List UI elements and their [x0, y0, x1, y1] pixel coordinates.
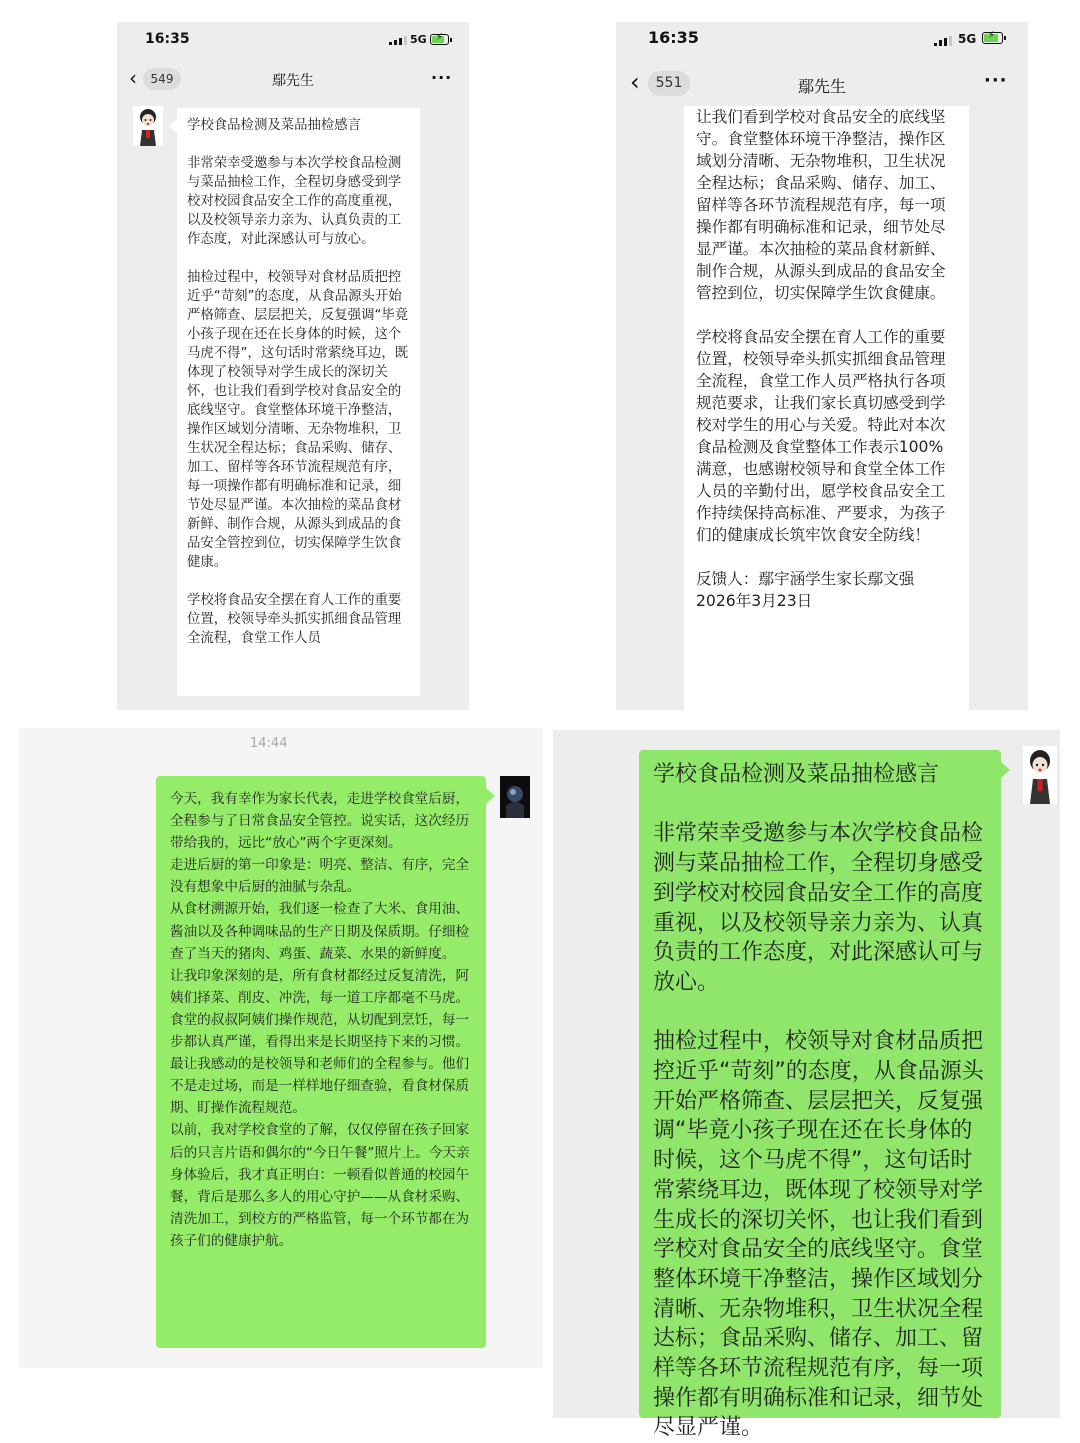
signal-icon: [934, 35, 952, 46]
signal-icon: [389, 35, 407, 45]
battery-icon: ⚡: [430, 34, 449, 45]
chat-title: 鄢先生: [272, 73, 314, 89]
message-bubble[interactable]: 今天，我有幸作为家长代表，走进学校食堂后厨，全程参与了日常食品安全管控。说实话，这次经历带给我的，远比“放心”两个字更深刻。 走进后厨的第一印象是：明亮、整洁、有序，完全没有想象中后厨的油腻与杂乱。 从食材溯源开始，我们逐一检查了大米、食用油、酱油以及各种调味品的生产日期及保质期。仔细检查了当天的猪肉、鸡蛋、蔬菜、水果的新鲜度。 让我印象深刻的是，所有食材都经过反复清洗，阿姨们择菜、削皮、冲洗，每一道工序都毫不马虎。食堂的叔叔阿姨们操作规范，从切配到烹饪，每一步都认真严谨，看得出来是长期坚持下来的习惯。 最让我感动的是校领导和老师们的全程参与。他们不是走过场，而是一样样地仔细查验，看食材保质期、盯操作流程规范。 以前，我对学校食堂的了解，仅仅停留在孩子回家后的只言片语和偶尔的“今日午餐”照片上。今天亲身体验后，我才真正明白：一顿看似普通的校园午餐，背后是那么多人的用心守护——从食材采购、清洗加工，到校方的严格监管，每一个环节都在为孩子们的健康护航。: [156, 776, 486, 1348]
unread-count-badge[interactable]: 549: [143, 68, 181, 90]
message-bubble[interactable]: 让我们看到学校对食品安全的底线坚守。食堂整体环境干净整洁，操作区域划分清晰、无杂物堆积，卫生状况全程达标；食品采购、储存、加工、留样等各环节流程规范有序，每一项操作都有明确标准和记录，细节处尽显严谨。本次抽检的菜品食材新鲜、制作合规，从源头到成品的食品安全管控到位，切实保障学生饮食健康。 学校将食品安全摆在育人工作的重要位置，校领导牵头抓实抓细食品管理全流程，食堂工作人员严格执行各项规范要求，让我们家长真切感受到学校对学生的用心与关爱。特此对本次食品检测及食堂整体工作表示100%满意，也感谢校领导和食堂全体工作人员的辛勤付出，愿学校食品安全工作持续保持高标准、严要求，为孩子们的健康成长筑牢饮食安全防线！ 反馈人：鄢宇涵学生家长鄢文强 2026年3月23日: [684, 106, 969, 710]
bubble-tail: [1001, 762, 1010, 778]
cartoon-avatar-icon: [133, 106, 163, 146]
portrait-avatar-icon: [500, 776, 530, 818]
bubble-tail: [486, 788, 495, 804]
status-time: 16:35: [648, 28, 699, 47]
more-options-icon[interactable]: ···: [431, 68, 453, 87]
cartoon-avatar-icon: [1023, 746, 1057, 804]
network-type: 5G: [958, 32, 977, 46]
avatar[interactable]: [133, 106, 163, 146]
avatar[interactable]: [1023, 746, 1057, 804]
chat-title: 鄢先生: [797, 77, 846, 96]
chat-screenshot-3: [18, 728, 543, 1368]
avatar[interactable]: [500, 776, 530, 818]
battery-icon: ⚡: [982, 32, 1003, 44]
back-arrow-icon[interactable]: ‹: [630, 68, 640, 96]
chat-screenshot-4: [553, 730, 1060, 1441]
nav-bar: [117, 64, 469, 98]
chat-screenshot-1: [117, 22, 469, 710]
unread-count-badge[interactable]: 551: [648, 71, 690, 96]
network-type: 5G: [410, 33, 427, 46]
message-bubble[interactable]: 学校食品检测及菜品抽检感言 非常荣幸受邀参与本次学校食品检测与菜品抽检工作，全程切身感受到学校对校园食品安全工作的高度重视，以及校领导亲力亲为、认真负责的工作态度，对此深感认可与放心。 抽检过程中，校领导对食材品质把控近乎“苛刻”的态度，从食品源头开始严格筛查、层层把关，反复强调“毕竟小孩子现在还在长身体的时候，这个马虎不得”，这句话时常萦绕耳边，既体现了校领导对学生成长的深切关怀，也让我们看到学校对食品安全的底线坚守。食堂整体环境干净整洁，操作区域划分清晰、无杂物堆积，卫生状况全程达标；食品采购、储存、加工、留样等各环节流程规范有序，每一项操作都有明确标准和记录，细节处尽显严谨。: [639, 750, 1001, 1418]
back-arrow-icon[interactable]: ‹: [129, 66, 137, 90]
nav-bar: [616, 68, 1028, 102]
status-bar: [616, 22, 1028, 60]
message-bubble[interactable]: 学校食品检测及菜品抽检感言 非常荣幸受邀参与本次学校食品检测与菜品抽检工作，全程切身感受到学校对校园食品安全工作的高度重视，以及校领导亲力亲为、认真负责的工作态度，对此深感认可与放心。 抽检过程中，校领导对食材品质把控近乎“苛刻”的态度，从食品源头开始严格筛查、层层把关，反复强调“毕竟小孩子现在还在长身体的时候，这个马虎不得”，这句话时常萦绕耳边，既体现了校领导对学生成长的深切关怀，也让我们看到学校对食品安全的底线坚守。食堂整体环境干净整洁，操作区域划分清晰、无杂物堆积，卫生状况全程达标；食品采购、储存、加工、留样等各环节流程规范有序，每一项操作都有明确标准和记录，细节处尽显严谨。本次抽检的菜品食材新鲜、制作合规，从源头到成品的食品安全管控到位，切实保障学生饮食健康。 学校将食品安全摆在育人工作的重要位置，校领导牵头抓实抓细食品管理全流程，食堂工作人员: [177, 108, 420, 696]
chat-screenshot-2: [616, 22, 1028, 710]
more-options-icon[interactable]: ···: [984, 70, 1008, 91]
status-bar: [117, 22, 469, 60]
status-time: 16:35: [145, 31, 190, 47]
message-timestamp: 14:44: [250, 736, 288, 751]
